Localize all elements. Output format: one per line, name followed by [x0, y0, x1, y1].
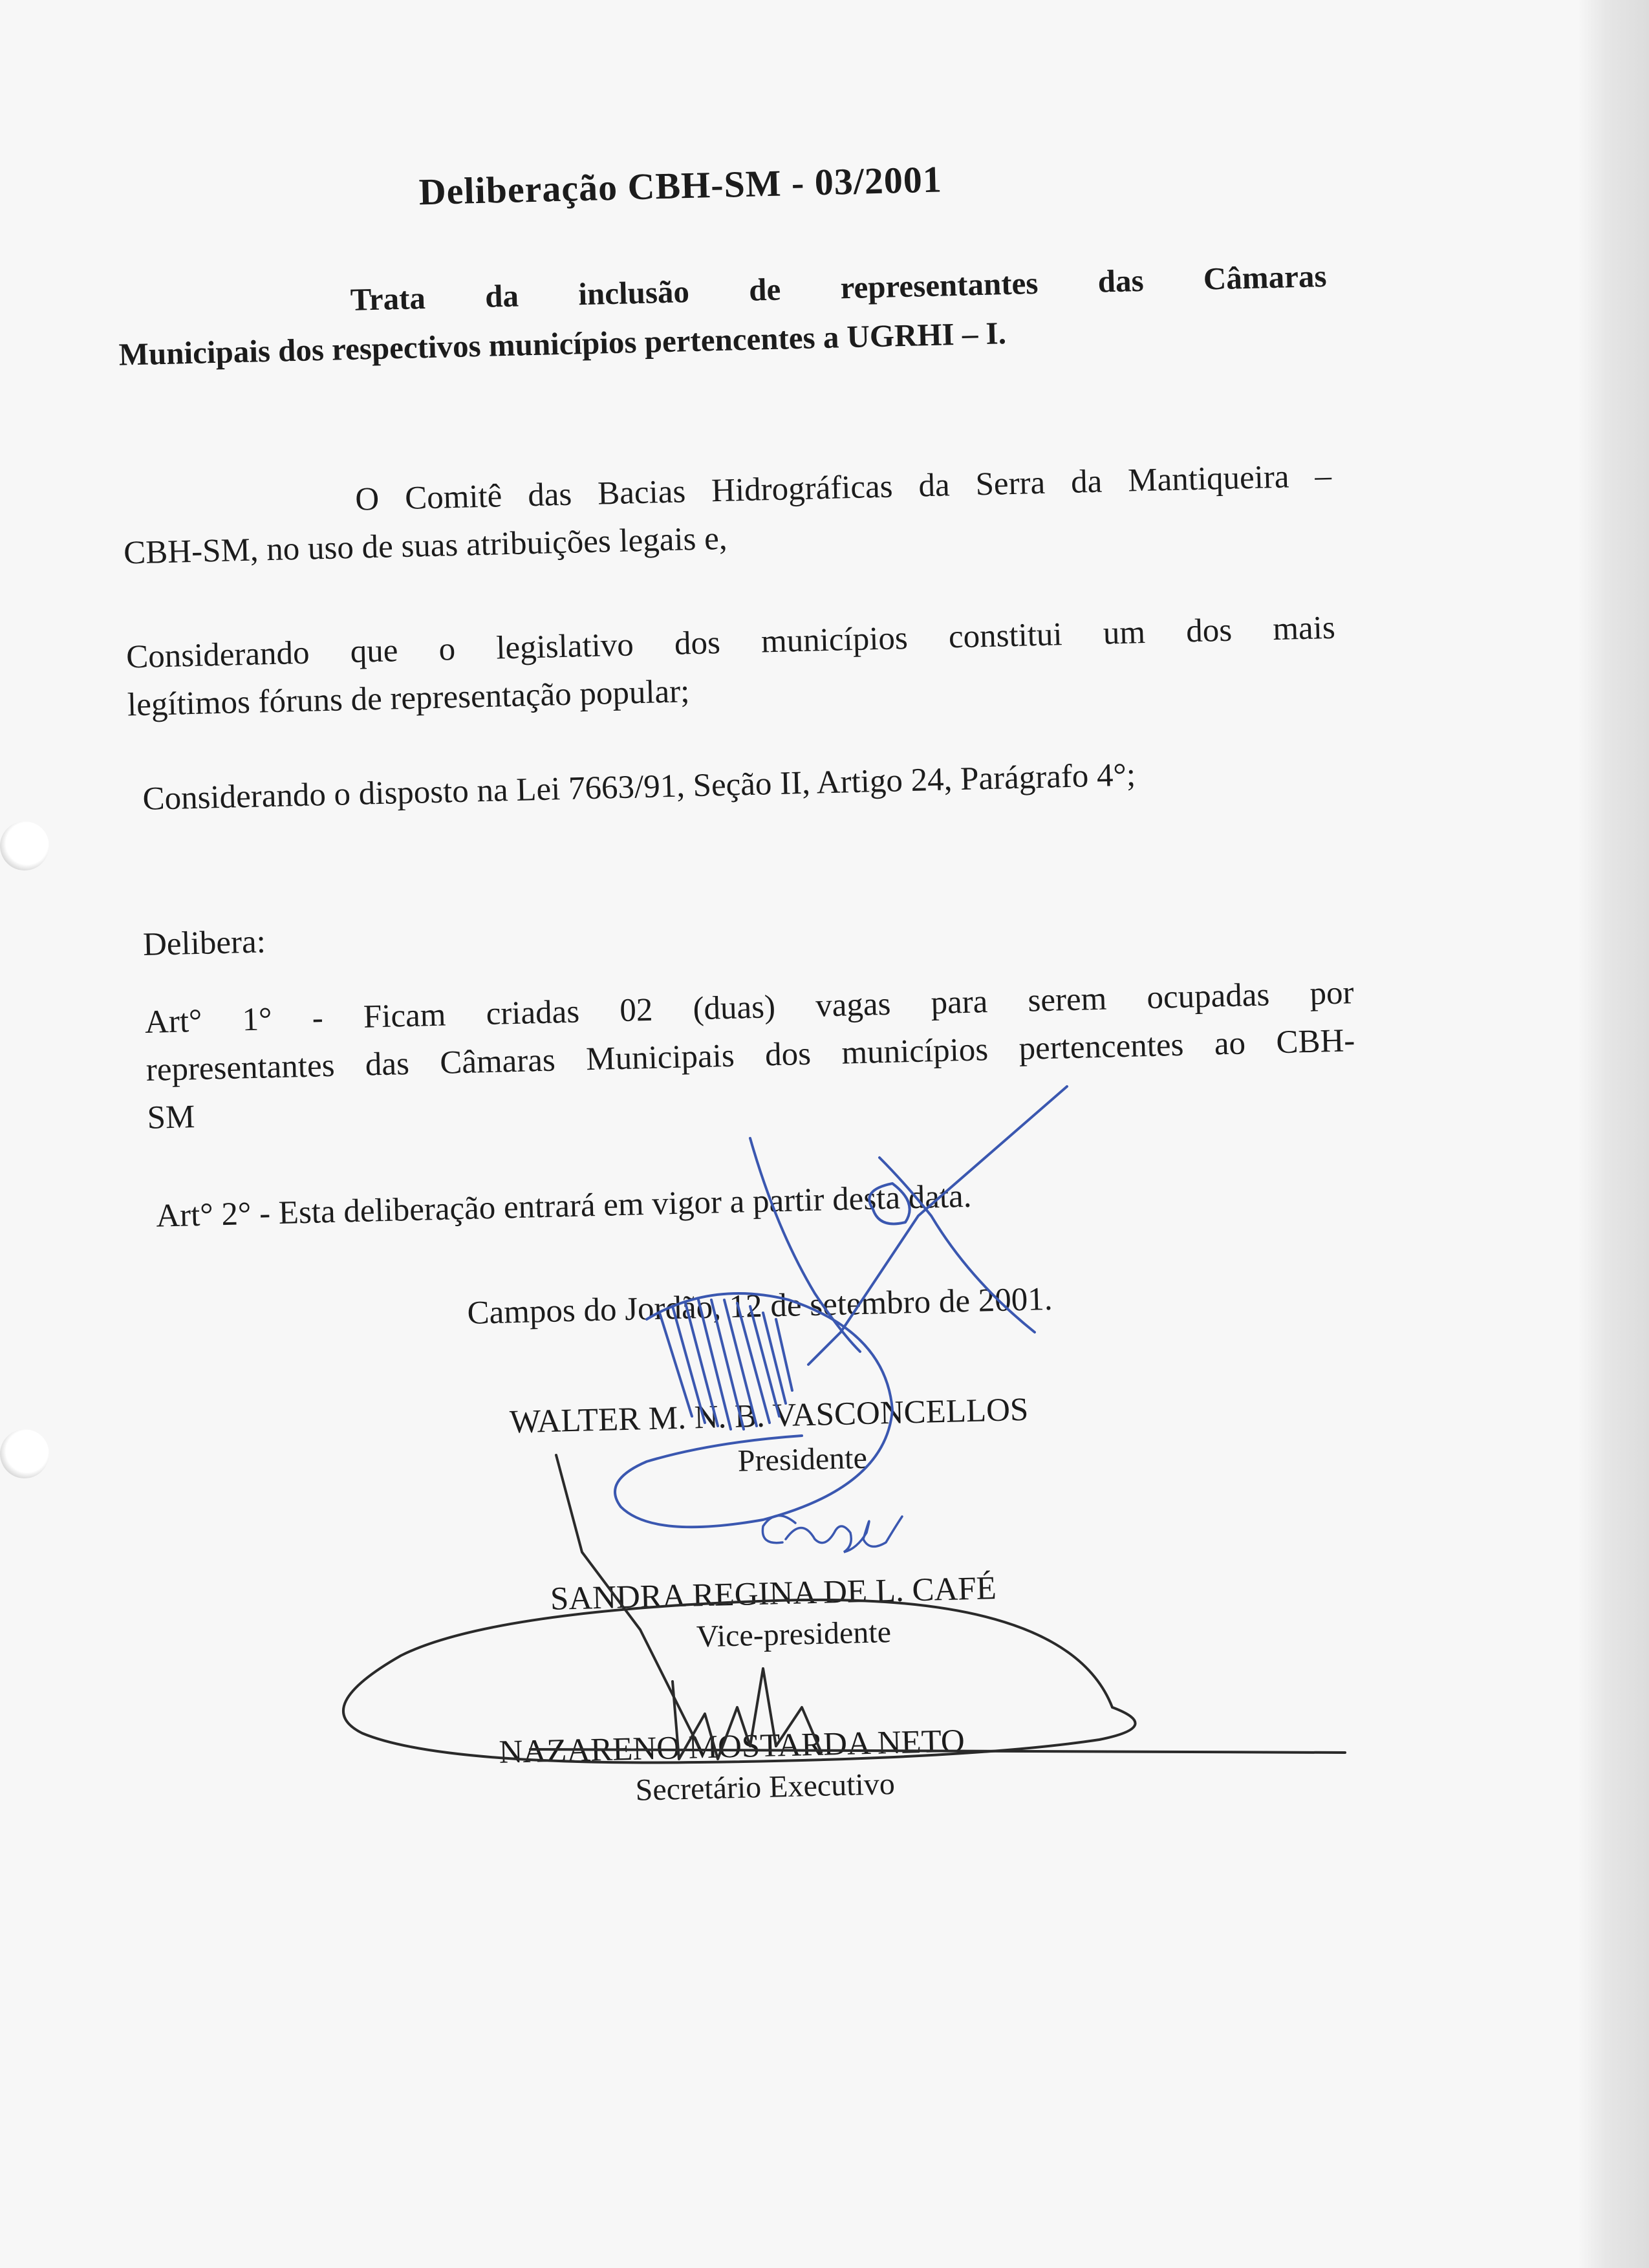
- summary-line-1: Trata da inclusão de representantes das Câmaras: [350, 257, 1328, 318]
- intro-line-2: CBH-SM, no uso de suas atribuições legais e,: [123, 520, 728, 572]
- signatory-3-role: Secretário Executivo: [635, 1766, 896, 1808]
- signatory-3-name: NAZARENO MOSTARDA NETO: [498, 1723, 965, 1771]
- signatory-1-role: Presidente: [737, 1440, 868, 1478]
- intro-paragraph: [122, 452, 1333, 578]
- document-body: [114, 114, 1449, 1859]
- delibera-text: Delibera:: [142, 923, 266, 963]
- signatory-2-role: Vice-presidente: [696, 1615, 892, 1654]
- considerando-1-line-1: Considerando que o legislativo dos municípios constitui um dos mais: [125, 609, 1336, 676]
- article-1-line-1: Art° 1° - Ficam criadas 02 (duas) vagas para serem ocupadas por: [144, 975, 1355, 1041]
- punch-hole-top: [0, 821, 49, 870]
- intro-line-1: O Comitê das Bacias Hidrográficas da Serra da Mantiqueira –: [354, 457, 1332, 518]
- considerando-1-line-2: legítimos fóruns de representação popular;: [127, 673, 690, 724]
- article-1-line-3: SM: [146, 1099, 196, 1136]
- article-2-paragraph: [155, 1163, 1365, 1240]
- signatory-2-name: SANDRA REGINA DE L. CAFÉ: [550, 1570, 997, 1617]
- summary-line-2: Municipais dos respectivos municípios pertencentes a UGRHI – I.: [118, 315, 1007, 373]
- article-1-line-2: representantes das Câmaras Municipais dos municípios pertencentes ao CBH-: [146, 1022, 1355, 1088]
- document-summary: [117, 252, 1328, 380]
- article-1-paragraph: [144, 969, 1357, 1142]
- delibera-label: [142, 891, 1352, 969]
- punch-hole-bottom: [0, 1429, 49, 1478]
- page-edge-shadow: [1578, 0, 1649, 2268]
- signatory-1-name: WALTER M. N. B. VASCONCELLOS: [509, 1391, 1029, 1441]
- place-and-date: Campos do Jordão, 12 de setembro de 2001.: [466, 1280, 1053, 1332]
- document-title: Deliberação CBH-SM - 03/2001: [418, 158, 943, 213]
- considerando-paragraph-1: [125, 604, 1337, 729]
- article-2-text: Art° 2° - Esta deliberação entrará em vigor a partir desta data.: [155, 1178, 973, 1235]
- considerando-2-text: Considerando o disposto na Lei 7663/91, Seção II, Artigo 24, Parágrafo 4°;: [142, 757, 1136, 817]
- considerando-paragraph-2: [142, 746, 1352, 823]
